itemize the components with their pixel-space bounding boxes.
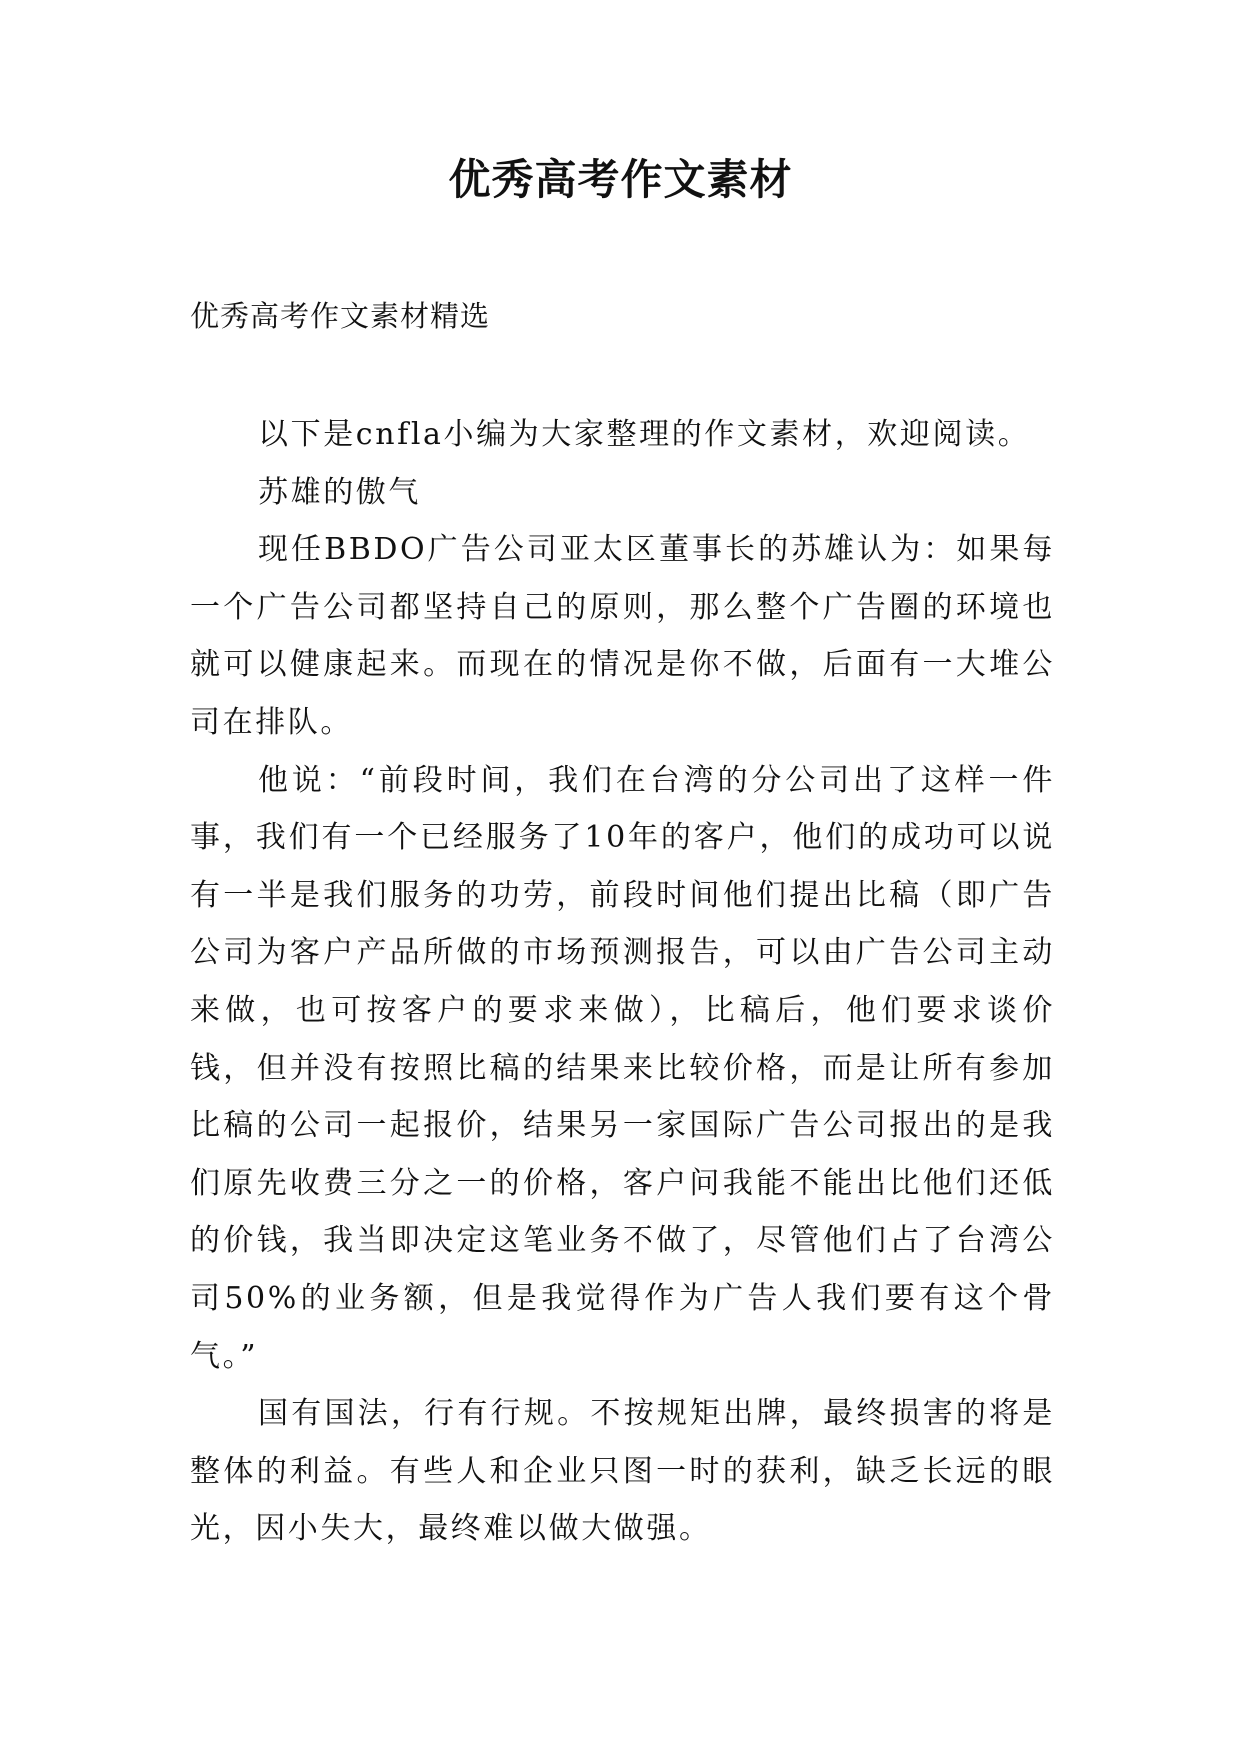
document-subtitle: 优秀高考作文素材精选 bbox=[190, 299, 491, 333]
section-heading: 苏雄的傲气 bbox=[258, 474, 421, 510]
body-paragraph: 现任BBDO广告公司亚太区董事长的苏雄认为：如果每一个广告公司都坚持自己的原则，那么整个广告圈的环境也就可以健康起来。而现在的情况是你不做，后面有一大堆公司在排队。 bbox=[190, 532, 1055, 740]
document-body bbox=[190, 406, 1055, 1558]
document-title: 优秀高考作文素材 bbox=[448, 155, 793, 204]
conclusion-paragraph: 国有国法，行有行规。不按规矩出牌，最终损害的将是整体的利益。有些人和企业只图一时的获利，缺乏长远的眼光，因小失大，最终难以做大做强。 bbox=[190, 1396, 1055, 1547]
quote-paragraph: 他说：“前段时间，我们在台湾的分公司出了这样一件事，我们有一个已经服务了10年的客户，他们的成功可以说有一半是我们服务的功劳，前段时间他们提出比稿（即广告公司为客户产品所做的市场预测报告，可以由广告公司主动来做，也可按客户的要求来做），比稿后，他们要求谈价钱，但并没有按照比稿的结果来比较价格，而是让所有参加比稿的公司一起报价，结果另一家国际广告公司报出的是我们原先收费三分之一的价格，客户问我能不能出比他们还低的价钱，我当即决定这笔业务不做了，尽管他们占了台湾公司50%的业务额，但是我觉得作为广告人我们要有这个骨气。” bbox=[190, 762, 1055, 1374]
intro-paragraph: 以下是cnfla小编为大家整理的作文素材，欢迎阅读。 bbox=[258, 417, 1031, 452]
